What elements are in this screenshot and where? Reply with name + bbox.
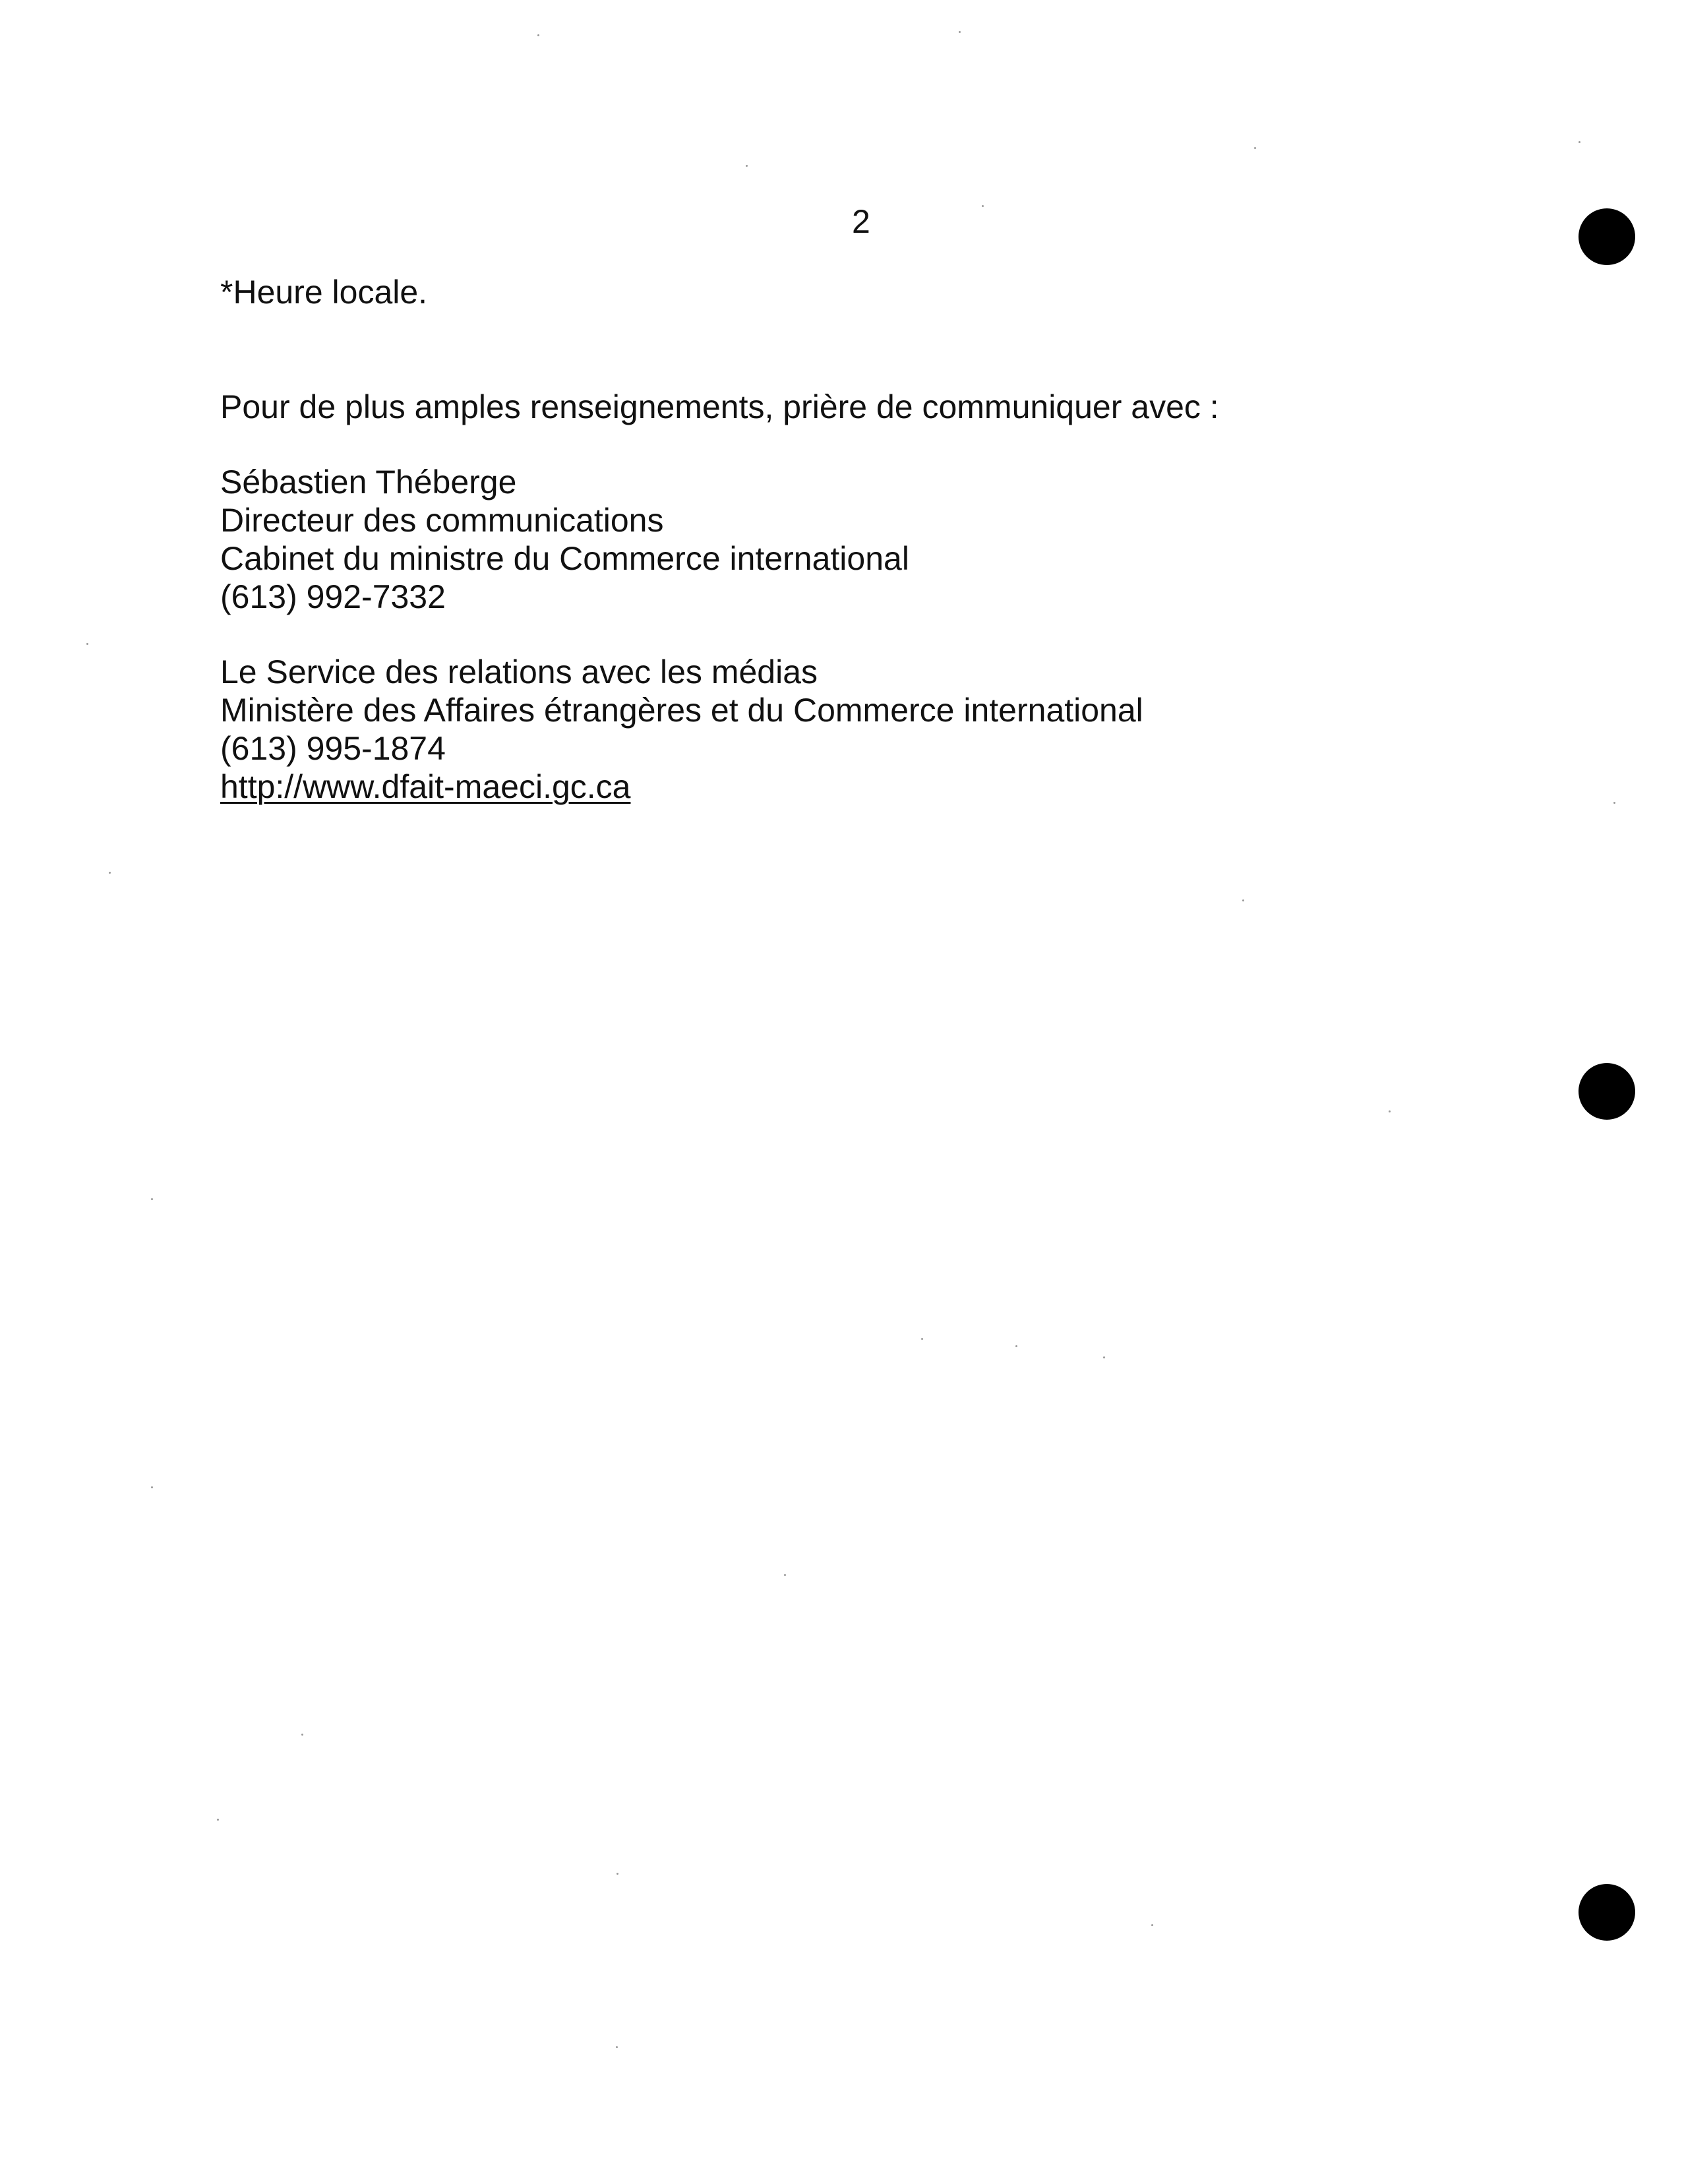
punch-hole-icon — [1579, 1884, 1635, 1941]
scan-speck — [1613, 802, 1615, 804]
website-link[interactable]: http://www.dfait-maeci.gc.ca — [220, 768, 631, 805]
scan-speck — [982, 205, 984, 207]
punch-hole-icon — [1579, 1063, 1635, 1120]
scan-speck — [921, 1338, 923, 1340]
scan-speck — [616, 2046, 618, 2048]
scan-speck — [784, 1574, 786, 1576]
contact-name: Sébastien Théberge — [220, 464, 517, 501]
scan-speck — [1151, 1924, 1153, 1926]
contact-phone: (613) 992-7332 — [220, 578, 446, 615]
scan-speck — [1579, 141, 1580, 143]
scan-speck — [151, 1486, 153, 1488]
scan-speck — [301, 1734, 303, 1736]
page-number: 2 — [852, 203, 870, 240]
footnote: *Heure locale. — [220, 274, 428, 311]
punch-hole-icon — [1579, 208, 1635, 265]
scan-speck — [1242, 899, 1244, 901]
scan-speck — [86, 643, 88, 645]
scan-speck — [1015, 1345, 1017, 1347]
scan-speck — [1103, 1356, 1105, 1358]
scan-speck — [151, 1198, 153, 1200]
scan-speck — [616, 1873, 618, 1875]
ministry-name: Ministère des Affaires étrangères et du Commerce international — [220, 692, 1143, 729]
scan-speck — [1254, 147, 1256, 149]
contact-title: Directeur des communications — [220, 502, 664, 539]
scan-speck — [537, 34, 539, 36]
scan-speck — [746, 165, 748, 167]
contact-office: Cabinet du ministre du Commerce international — [220, 540, 909, 577]
scan-speck — [217, 1819, 219, 1821]
media-service: Le Service des relations avec les médias — [220, 653, 818, 690]
scan-speck — [1389, 1110, 1391, 1112]
scan-speck — [959, 31, 961, 33]
contact-intro: Pour de plus amples renseignements, prière de communiquer avec : — [220, 388, 1219, 425]
scan-speck — [109, 872, 111, 874]
media-phone: (613) 995-1874 — [220, 730, 446, 767]
